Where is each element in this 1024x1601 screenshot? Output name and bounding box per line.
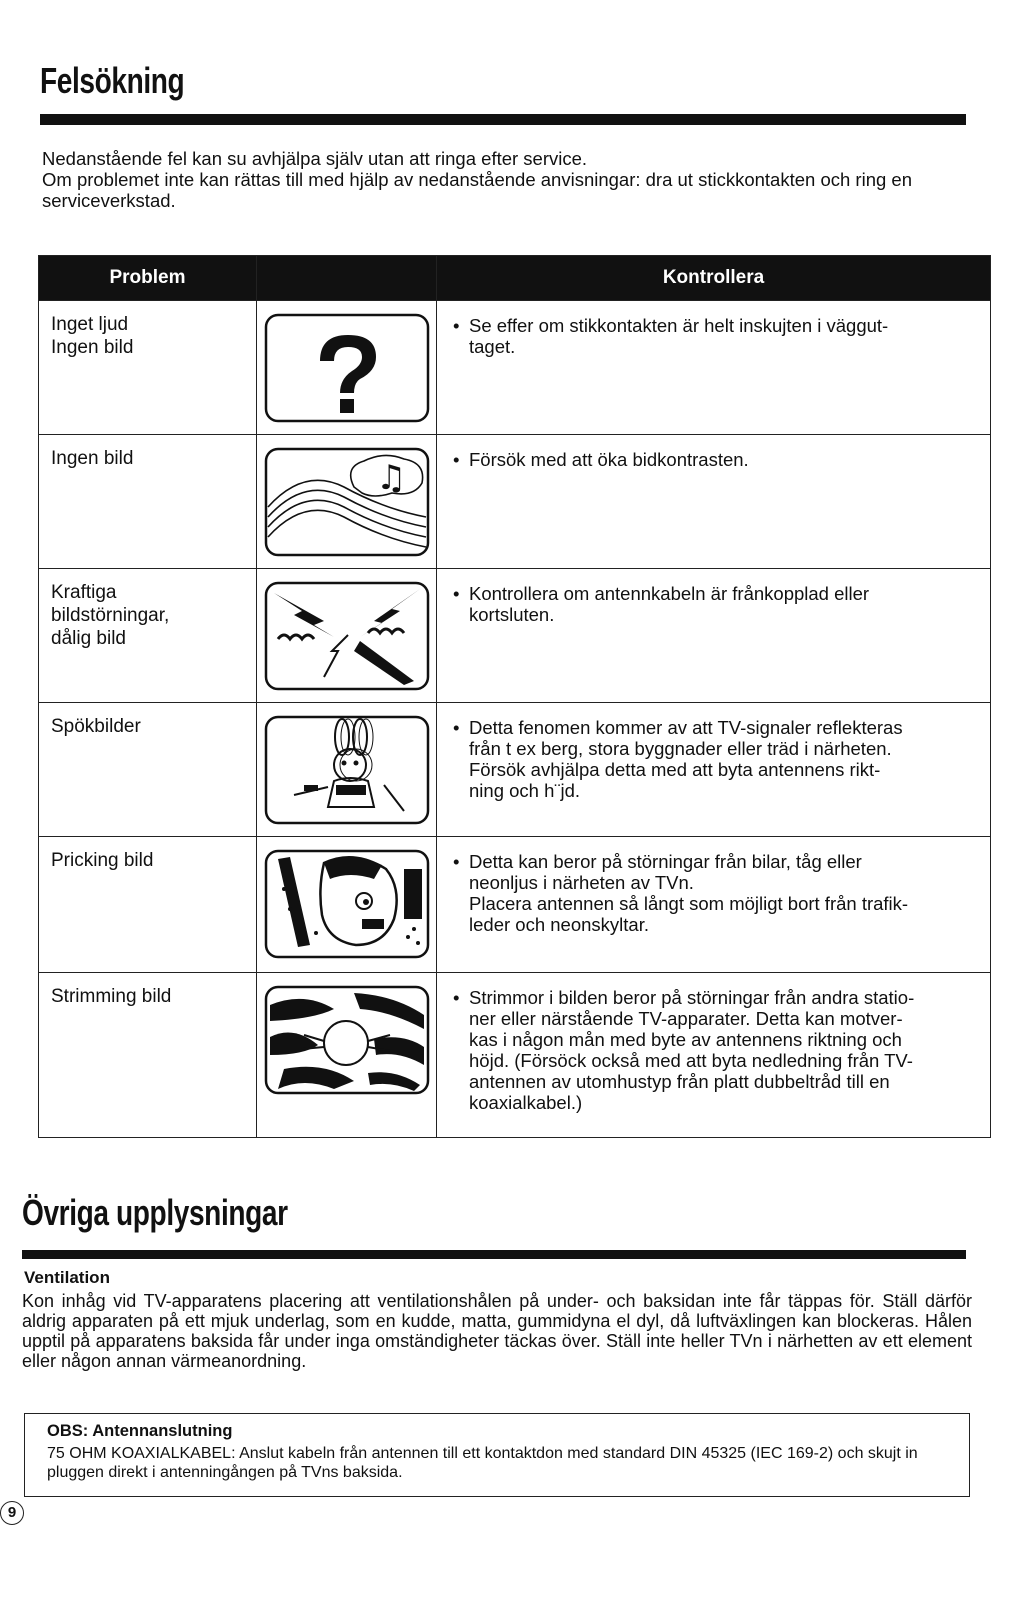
question-mark-icon [264, 313, 430, 423]
picture-cell [257, 703, 437, 837]
check-item: • Strimmor i bilden beror på störningar från andra statio- ner eller närstående TV-apparater. Detta kan motver- kas i någon mån med byte av antennens riktning och höjd. (Försöck också med att byta nedledning från TV- antennen av utomhustyp från platt dubbeltråd till en koaxialkabel.) [469, 987, 978, 1113]
interference-icon [264, 581, 430, 691]
other-info-title: Övriga upplysningar [22, 1192, 288, 1233]
picture-cell [257, 301, 437, 435]
check-cell [437, 301, 991, 435]
problem-line: Strimming bild [51, 986, 172, 1007]
table-row [39, 837, 991, 973]
table-row [39, 569, 991, 703]
check-cell [437, 569, 991, 703]
problem-cell [39, 703, 257, 837]
intro-text [42, 148, 992, 211]
ghost-image-icon [264, 715, 430, 825]
problem-cell [39, 973, 257, 1138]
check-item: • Kontrollera om antennkabeln är frånkopplad eller kortsluten. [469, 583, 978, 625]
table-header-row [39, 256, 991, 301]
check-item: • Detta fenomen kommer av att TV-signaler reflekteras från t ex berg, stora byggnader eller träd i närheten. Försök avhjälpa detta med att byta antennens rikt- ning och h¨jd. [469, 717, 978, 801]
picture-cell [257, 973, 437, 1138]
page-title: Felsökning [40, 60, 185, 101]
check-item: • Se effer om stikkontakten är helt inskujten i väggut- taget. [469, 315, 978, 357]
problem-cell [39, 569, 257, 703]
check-item: • Försök med att öka bidkontrasten. [469, 449, 978, 470]
problem-line: Pricking bild [51, 850, 154, 871]
intro-line-1: Nedanstående fel kan su avhjälpa själv utan att ringa efter service. [42, 148, 588, 169]
other-info-rule [22, 1250, 966, 1259]
header-picture [257, 256, 437, 301]
page-number: 9 [0, 1501, 24, 1525]
check-cell [437, 703, 991, 837]
faded-picture-icon [264, 447, 430, 557]
obs-heading: OBS: Antennanslutning [47, 1422, 233, 1440]
obs-box [24, 1413, 970, 1497]
intro-line-2: Om problemet inte kan rättas till med hjälp av nedanstående anvisningar: dra ut stickkontakten och ring en serviceverkstad. [42, 169, 912, 211]
spotted-picture-icon [264, 849, 430, 959]
obs-text: 75 OHM KOAXIALKABEL: Anslut kabeln från antennen till ett kontaktdon med standard DIN 45325 (IEC 169-2) och skujt in pluggen direkt i antenningången på TVns baksida. [47, 1445, 918, 1481]
table-row [39, 703, 991, 837]
ventilation-text: Kon inhåg vid TV-apparatens placering att ventilationshålen på under- och baksidan inte får täppas för. Ställ därför aldrig apparaten på ett mjuk underlag, som en kudde, matta, gummidyna el dyl, då luftväxlingen kan blockeras. Hålen upptil på apparatens baksida får under inga omständigheter täckas över. Ställ inte heller TVn i närhetten av ett element eller någon annan värmeanordning. [22, 1291, 972, 1371]
table-row [39, 435, 991, 569]
picture-cell [257, 569, 437, 703]
problem-cell [39, 837, 257, 973]
problem-line: Ingen bild [51, 448, 134, 469]
check-cell [437, 973, 991, 1138]
header-check: Kontrollera [437, 256, 991, 301]
svg-text:♫: ♫ [375, 458, 406, 498]
header-problem: Problem [39, 256, 257, 301]
check-cell [437, 435, 991, 569]
table-row [39, 301, 991, 435]
picture-cell [257, 837, 437, 973]
title-rule [40, 114, 966, 125]
problem-cell [39, 301, 257, 435]
problem-line: dålig bild [51, 628, 126, 649]
problem-cell [39, 435, 257, 569]
troubleshooting-table [38, 255, 991, 1138]
problem-line: Spökbilder [51, 716, 141, 737]
problem-line: Kraftiga [51, 582, 117, 603]
problem-line: Inget ljud [51, 314, 129, 335]
check-item: • Detta kan beror på störningar från bilar, tåg eller neonljus i närheten av TVn. Placera antennen så långt som möjligt bort från trafik- leder och neonskyltar. [469, 851, 978, 935]
problem-line: Ingen bild [51, 337, 134, 358]
ventilation-heading: Ventilation [24, 1268, 110, 1287]
table-row [39, 973, 991, 1138]
problem-line: bildstörningar, [51, 605, 170, 626]
picture-cell [257, 435, 437, 569]
striped-picture-icon [264, 985, 430, 1095]
check-cell [437, 837, 991, 973]
